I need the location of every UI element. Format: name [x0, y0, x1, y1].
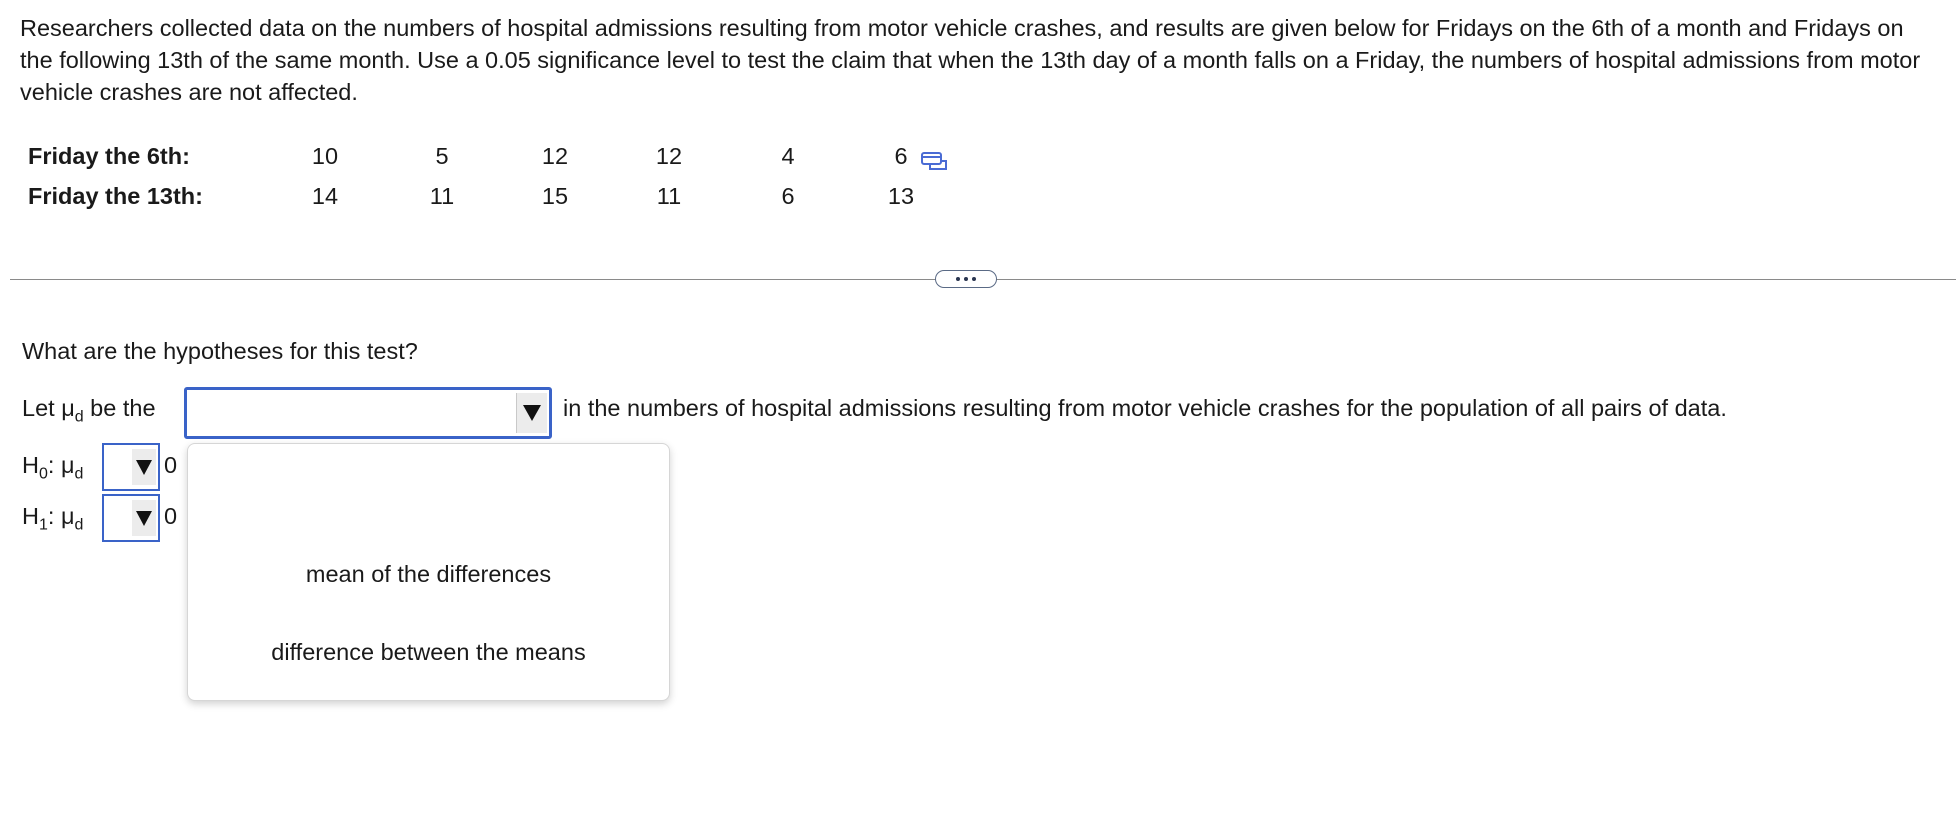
- h0-letter: H: [22, 452, 39, 478]
- h0-subscript: 0: [38, 465, 48, 483]
- dropdown-arrow[interactable]: [516, 393, 547, 433]
- h1-param-subscript: d: [74, 516, 84, 534]
- triangle-down-icon: [136, 511, 152, 526]
- h0-value: 0: [164, 452, 178, 478]
- dropdown-arrow[interactable]: [132, 449, 156, 485]
- h0-param-subscript: d: [74, 465, 84, 483]
- dropdown-arrow[interactable]: [132, 500, 156, 536]
- null-hypothesis-label: [22, 452, 83, 484]
- problem-statement: Researchers collected data on the numbers of hospital admissions resulting from motor vehicle crashes, and results are given below for Fridays on the 6th of a month and Fridays on the following 13th of the same month. Use a 0.05 significance level to test the claim that when the 13th day of a month falls on a Friday, the numbers of hospital admissions from motor vehicle crashes are not affected.: [20, 15, 1921, 105]
- table-cell: 14: [311, 183, 339, 209]
- dropdown-menu: [187, 443, 670, 701]
- mu-subscript: d: [74, 408, 84, 426]
- let-prefix: Let μ: [22, 395, 75, 421]
- h1-subscript: 1: [38, 516, 48, 534]
- option-difference-between-means[interactable]: difference between the means: [271, 639, 586, 665]
- let-suffix: in the numbers of hospital admissions resulting from motor vehicle crashes for the population of all pairs of data.: [563, 395, 1727, 421]
- triangle-down-icon: [136, 460, 152, 475]
- table-cell: 11: [429, 183, 455, 209]
- table-cell: 6: [894, 143, 908, 169]
- table-cell: 11: [656, 183, 682, 209]
- h0-param: : μ: [47, 452, 75, 478]
- h0-operator-dropdown[interactable]: [102, 443, 160, 491]
- table-cell: 4: [781, 143, 795, 169]
- row-label: Friday the 6th:: [28, 143, 190, 169]
- h1-param: : μ: [47, 503, 75, 529]
- table-cell: 12: [541, 143, 569, 169]
- question-text: What are the hypotheses for this test?: [22, 338, 418, 364]
- h1-letter: H: [22, 503, 39, 529]
- table-cell: 15: [541, 183, 569, 209]
- ellipsis-icon[interactable]: [935, 270, 997, 288]
- triangle-down-icon: [523, 405, 541, 421]
- let-statement: [22, 395, 156, 427]
- h1-value: 0: [164, 503, 178, 529]
- alt-hypothesis-label: [22, 503, 83, 535]
- table-cell: 6: [781, 183, 795, 209]
- let-middle: be the: [83, 395, 156, 421]
- copy-data-icon[interactable]: [920, 151, 948, 175]
- row-label: Friday the 13th:: [28, 183, 203, 209]
- table-cell: 10: [311, 143, 339, 169]
- table-cell: 5: [435, 143, 449, 169]
- table-cell: 13: [887, 183, 915, 209]
- option-mean-of-differences[interactable]: mean of the differences: [305, 561, 552, 587]
- parameter-dropdown[interactable]: [184, 387, 552, 439]
- h1-operator-dropdown[interactable]: [102, 494, 160, 542]
- table-cell: 12: [655, 143, 683, 169]
